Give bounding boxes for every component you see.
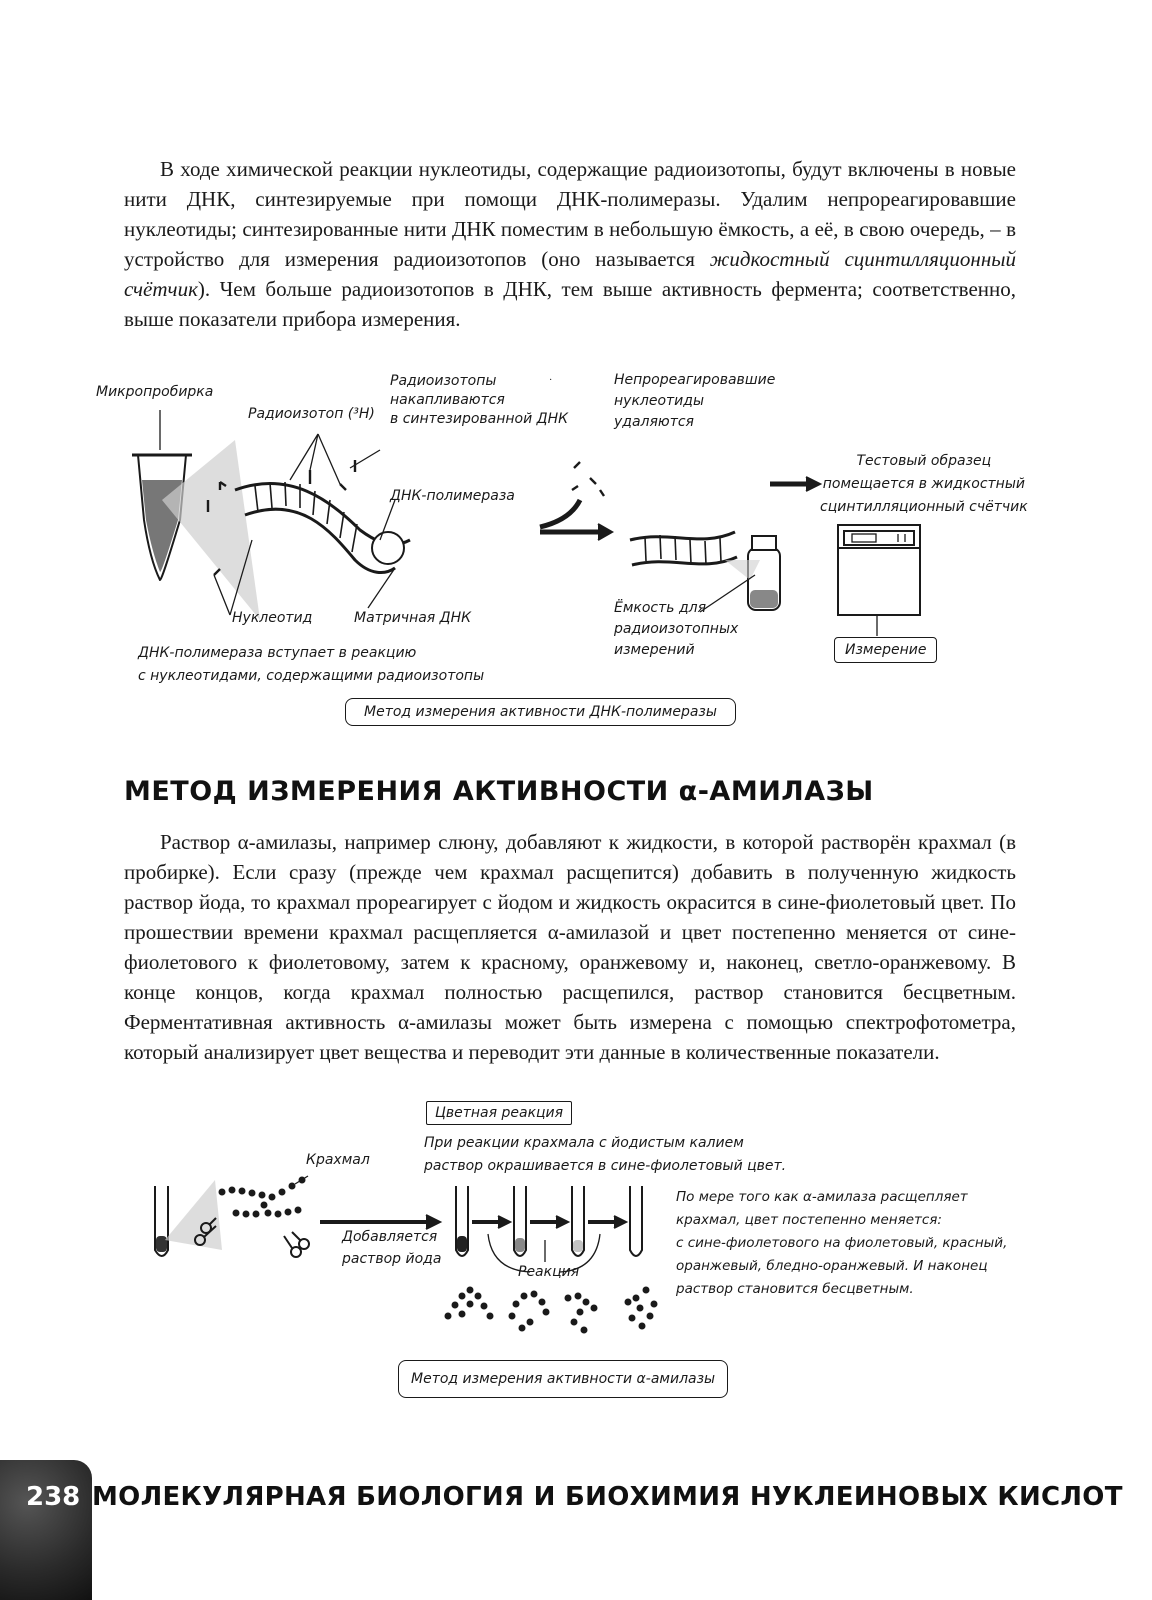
amylase-description <box>676 1186 1007 1301</box>
section-heading: МЕТОД ИЗМЕРЕНИЯ АКТИВНОСТИ α-АМИЛАЗЫ <box>124 776 874 807</box>
label-unreacted-line-3: удаляются <box>614 414 694 430</box>
label-iodine <box>342 1226 441 1270</box>
amylase-description-line-4: оранжевый, бледно-оранжевый. И наконец <box>676 1258 988 1274</box>
label-iodine-line-2: раствор йода <box>342 1251 442 1267</box>
starch-chain-icon <box>219 1177 306 1218</box>
page-footer <box>0 1460 1152 1600</box>
label-unreacted-line-2: нуклеотиды <box>614 393 705 409</box>
paragraph-intro-text: В ходе химической реакции нуклеотиды, содержащие радиоизотопы, будут включены в новые нити ДНК, синтезируемые при помощи ДНК-полимеразы. Удалим непрореагировавшие нуклеотиды; синтезированные нити ДНК поместим в небольшую ёмкость, а её, в свою очередь, – в устройство для измерения радиоизотопов (оно называется <box>124 157 1016 271</box>
color-reaction-line-1: При реакции крахмала с йодистым калием <box>424 1135 744 1151</box>
label-accumulate-line-1: Радиоизотопы <box>390 373 497 389</box>
label-iodine-line-1: Добавляется <box>342 1229 438 1245</box>
page-corner-blot <box>0 1460 92 1600</box>
svg-text:·: · <box>549 375 553 386</box>
amylase-description-line-1: По мере того как α-амилаза расщепляет <box>676 1189 968 1205</box>
label-test-sample-line-1: Тестовый образец <box>856 453 992 469</box>
paragraph-intro-term: жидкостный сцинтилляционный счётчик <box>124 247 1016 301</box>
label-test-sample-line-3: сцинтилляционный счётчик <box>820 499 1028 515</box>
label-container-line-2: радиоизотопных <box>614 621 739 637</box>
color-reaction-text <box>424 1132 786 1178</box>
label-polymerase-reaction-line-2: с нуклеотидами, содержащими радиоизотопы <box>138 668 485 684</box>
label-reaction: Реакция <box>518 1264 580 1280</box>
color-reaction-box: Цветная реакция <box>426 1101 572 1125</box>
starch-fragments-icon <box>445 1287 658 1334</box>
page-number: 238 <box>26 1482 81 1512</box>
paragraph-amylase-text: Раствор α-амилазы, например слюну, добавляют к жидкости, в которой растворён крахмал (в пробирке). Если сразу (прежде чем крахмал расщепится) добавить в полученную жидкость раствор йода, то крахмал прореагирует с йодом и жидкость окрасится в сине-фиолетовый цвет. По прошествии времени крахмал расщепляется α-амилазой и цвет постепенно меняется от сине-фиолетового к фиолетовому, затем к красному, оранжевому и, наконец, светло-оранжевому. В конце концов, когда крахмал полностью расщепился, раствор становится бесцветным. Ферментативная активность α-амилазы может быть измерена с помощью спектрофотометра, который анализирует цвет вещества и переводит эти данные в количественные показатели. <box>124 830 1016 1064</box>
label-template-dna: Матричная ДНК <box>354 610 472 626</box>
label-radioisotope: Радиоизотоп (³H) <box>248 406 375 422</box>
label-container-line-3: измерений <box>614 642 695 658</box>
label-starch: Крахмал <box>306 1152 370 1168</box>
amylase-description-line-2: крахмал, цвет постепенно меняется: <box>676 1212 942 1228</box>
running-title: МОЛЕКУЛЯРНАЯ БИОЛОГИЯ И БИОХИМИЯ НУКЛЕИНОВЫХ КИСЛОТ <box>92 1482 1123 1512</box>
figure1-caption: Метод измерения активности ДНК-полимеразы <box>345 698 736 726</box>
amylase-description-line-3: с сине-фиолетового на фиолетовый, красный, <box>676 1235 1008 1251</box>
color-reaction-line-2: раствор окрашивается в сине-фиолетовый цвет. <box>424 1158 787 1174</box>
label-accumulate-line-3: в синтезированной ДНК <box>390 411 569 427</box>
label-test-sample-line-2: помещается в жидкостный <box>822 476 1025 492</box>
label-microtube: Микропробирка <box>96 384 214 400</box>
label-container-line-1: Ёмкость для <box>614 600 707 616</box>
label-accumulate-line-2: накапливаются <box>390 392 505 408</box>
label-polymerase: ДНК-полимераза <box>390 488 515 504</box>
measurement-box: Измерение <box>834 637 937 663</box>
label-nucleotide: Нуклеотид <box>232 610 313 626</box>
label-polymerase-reaction-line-1: ДНК-полимераза вступает в реакцию <box>138 645 417 661</box>
label-unreacted-line-1: Непрореагировавшие <box>614 372 776 388</box>
amylase-description-line-5: раствор становится бесцветным. <box>676 1281 914 1297</box>
figure2-caption: Метод измерения активности α-амилазы <box>398 1360 728 1398</box>
paragraph-intro-text-end: ). Чем больше радиоизотопов в ДНК, тем выше активность фермента; соответственно, выше показатели прибора измерения. <box>124 277 1016 331</box>
